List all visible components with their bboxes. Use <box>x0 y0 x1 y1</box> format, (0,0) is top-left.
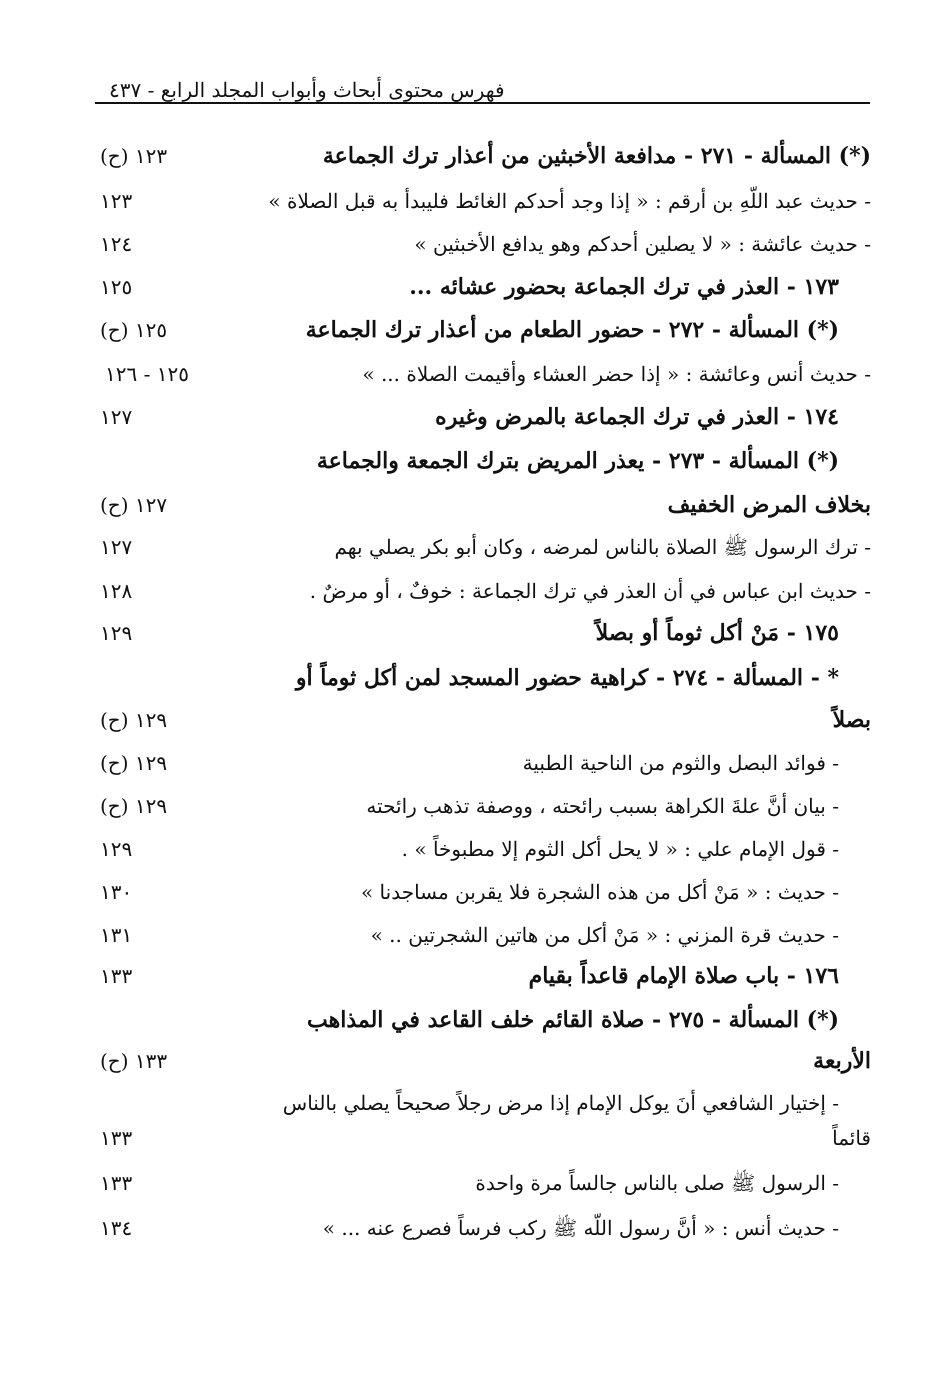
entry-text: - إختيار الشافعي أنَ يوكل الإمام إذا مرض رجلاً صحيحاً يصلي بالناس <box>282 1091 839 1115</box>
index-entry <box>0 956 949 996</box>
entry-text: - قول الإمام علي : « لا يحل أكل الثوم إلا مطبوخاً » . <box>401 837 839 861</box>
entry-text: - حديث عبد اللّهِ بن أرقم : « إذا وجد أحدكم الغائط فليبدأ به قبل الصلاة » <box>268 189 871 213</box>
entry-page: ١٢٥ - ١٢٦ <box>105 362 189 386</box>
header-rule <box>95 102 870 104</box>
index-entry <box>0 915 949 955</box>
entry-text: قائماً <box>832 1126 871 1150</box>
index-entry <box>0 310 949 350</box>
entry-page: ١٢٥ <box>100 275 133 299</box>
entry-text: - حديث : « مَنْ أكل من هذه الشجرة فلا يقربن مساجدنا » <box>360 880 839 904</box>
index-entry <box>0 527 949 567</box>
entry-text: - ترك الرسول ﷺ الصلاة بالناس لمرضه ، وكان أبو بكر يصلي بهم <box>334 535 871 559</box>
index-entry <box>0 397 949 437</box>
entry-page: ١٢٧ (ح) <box>100 493 168 517</box>
index-entry <box>0 658 949 698</box>
entry-page: ١٢٤ <box>100 232 133 256</box>
entry-page: ١٣٣ <box>100 1126 133 1150</box>
index-entry <box>0 743 949 783</box>
entry-page: ١٢٨ <box>100 579 133 603</box>
entry-text: ١٧٥ - مَنْ أكل ثوماً أو بصلاً <box>595 620 839 646</box>
entry-page <box>100 441 220 481</box>
entry-page <box>100 658 220 698</box>
entry-text: - حديث عائشة : « لا يصلين أحدكم وهو يدافع الأخبثين » <box>414 232 871 256</box>
index-entry <box>0 613 949 653</box>
entry-page: ١٢٧ <box>100 405 133 429</box>
entry-page: ١٢٩ (ح) <box>100 794 168 818</box>
index-entry <box>0 224 949 264</box>
entry-text: - فوائد البصل والثوم من الناحية الطبية <box>522 751 839 775</box>
index-entry <box>0 571 949 611</box>
entry-page: ١٢٥ (ح) <box>100 318 168 342</box>
entry-page: ١٢٣ <box>100 189 133 213</box>
index-entry <box>0 267 949 307</box>
entry-text: (*) المسألة - ٢٧٣ - يعذر المريض بترك الجمعة والجماعة <box>316 448 839 474</box>
index-entry <box>0 1208 949 1248</box>
entry-text: ١٧٦ - باب صلاة الإمام قاعداً بقيام <box>528 963 839 989</box>
index-entry <box>0 1163 949 1203</box>
entry-text: * - المسألة - ٢٧٤ - كراهية حضور المسجد لمن أكل ثوماً أو <box>295 665 839 691</box>
entry-page: ١٢٩ <box>100 837 133 861</box>
page-header <box>95 78 870 114</box>
entry-page: ١٣٠ <box>100 880 133 904</box>
index-entry <box>0 485 949 525</box>
entry-page <box>100 1000 220 1040</box>
index-entry <box>0 1118 949 1158</box>
entry-text: (*) المسألة - ٢٧١ - مدافعة الأخبثين من أعذار ترك الجماعة <box>322 143 871 169</box>
entry-text: - حديث أنس : « أنَّ رسول اللّه ﷺ ركب فرساً فصرع عنه ... » <box>322 1216 839 1240</box>
entry-text: - حديث أنس وعائشة : « إذا حضر العشاء وأقيمت الصلاة ... » <box>362 362 871 386</box>
entry-page: ١٣١ <box>100 923 133 947</box>
index-entry <box>0 354 949 394</box>
entry-page: ١٢٧ <box>100 535 133 559</box>
index-entry <box>0 700 949 740</box>
entry-page: ١٣٣ <box>100 964 133 988</box>
entry-text: الأربعة <box>813 1048 871 1074</box>
index-entry <box>0 1000 949 1040</box>
index-entry <box>0 786 949 826</box>
index-entry <box>0 181 949 221</box>
entry-page: ١٣٣ <box>100 1171 133 1195</box>
entry-text: - حديث قرة المزني : « مَنْ أكل من هاتين الشجرتين .. » <box>370 923 839 947</box>
entry-page: ١٣٤ <box>100 1216 133 1240</box>
index-entry <box>0 829 949 869</box>
index-entry <box>0 1083 949 1123</box>
entry-text: ١٧٣ - العذر في ترك الجماعة بحضور عشائه ... <box>409 274 839 300</box>
entry-text: بصلاً <box>832 707 871 733</box>
entry-page: ١٣٣ (ح) <box>100 1049 168 1073</box>
entry-page: ١٢٣ (ح) <box>100 144 168 168</box>
index-entry <box>0 1041 949 1081</box>
entry-text: ١٧٤ - العذر في ترك الجماعة بالمرض وغيره <box>435 404 839 430</box>
header-title: فهرس محتوى أبحاث وأبواب المجلد الرابع - ٤٣٧ <box>95 78 505 102</box>
index-entry <box>0 136 949 176</box>
entry-page: ١٢٩ (ح) <box>100 751 168 775</box>
entry-page <box>100 1083 220 1123</box>
index-entry <box>0 872 949 912</box>
entry-page: ١٢٩ <box>100 621 133 645</box>
entry-text: بخلاف المرض الخفيف <box>667 492 871 518</box>
entry-text: - حديث ابن عباس في أن العذر في ترك الجماعة : خوفٌ ، أو مرضٌ . <box>309 579 871 603</box>
entry-text: (*) المسألة - ٢٧٥ - صلاة القائم خلف القاعد في المذاهب <box>307 1007 839 1033</box>
index-entry <box>0 441 949 481</box>
entry-page: ١٢٩ (ح) <box>100 708 168 732</box>
entry-text: - بيان أنَّ علةَ الكراهة بسبب رائحته ، ووصفة تذهب رائحته <box>366 794 839 818</box>
entry-text: - الرسول ﷺ صلى بالناس جالساً مرة واحدة <box>475 1171 839 1195</box>
entry-text: (*) المسألة - ٢٧٢ - حضور الطعام من أعذار ترك الجماعة <box>305 317 839 343</box>
